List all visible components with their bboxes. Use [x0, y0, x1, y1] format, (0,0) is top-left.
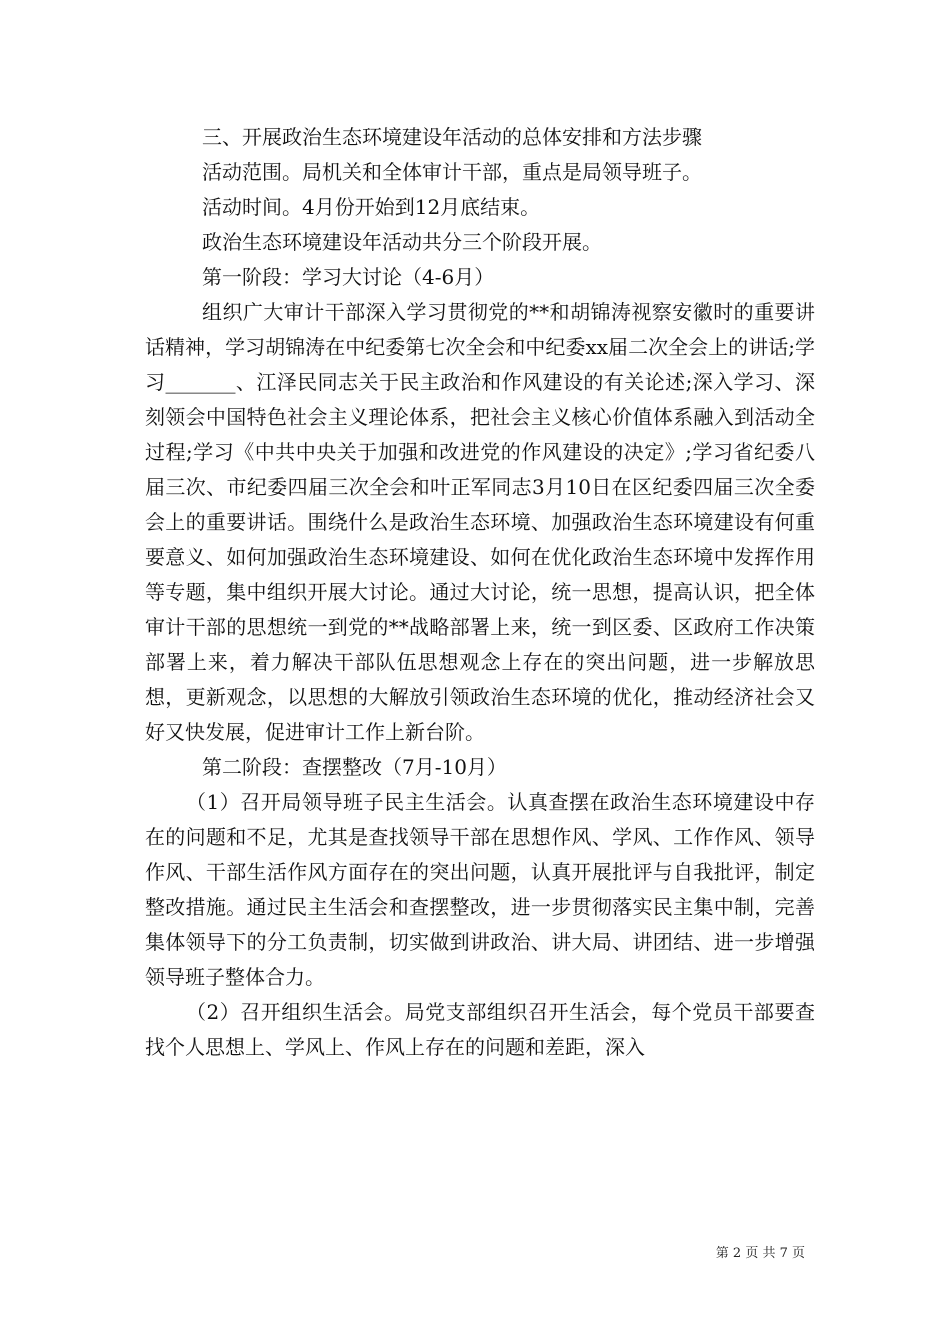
paragraph-item-1: （1）召开局领导班子民主生活会。认真查摆在政治生态环境建设中存在的问题和不足，尤其是查找领导干部在思想作风、学风、工作作风、领导作风、干部生活作风方面存在的突出问题，认真开展批评与自我批评，制定整改措施。通过民主生活会和查摆整改，进一步贯彻落实民主集中制，完善集体领导下的分工负责制，切实做到讲政治、讲大局、讲团结、进一步增强领导班子整体合力。 — [145, 790, 815, 989]
paragraph-item-2: （2）召开组织生活会。局党支部组织召开生活会，每个党员干部要查找个人思想上、学风上、作风上存在的问题和差距，深入 — [145, 1000, 815, 1059]
section-heading: 三、开展政治生态环境建设年活动的总体安排和方法步骤 — [202, 125, 702, 149]
paragraph-stage-one: 组织广大审计干部深入学习贯彻党的**和胡锦涛视察安徽时的重要讲话精神，学习胡锦涛在中纪委第七次全会和中纪委xx届二次全会上的讲话;学习_______、江泽民同志关于民主政治和作风建设的有关论述;深入学习、深刻领会中国特色社会主义理论体系，把社会主义核心价值体系融入到活动全过程;学习《中共中央关于加强和改进党的作风建设的决定》;学习省纪委八届三次、市纪委四届三次全会和叶正军同志3月10日在区纪委四届三次全委会上的重要讲话。围绕什么是政治生态环境、加强政治生态环境建设有何重要意义、如何加强政治生态环境建设、如何在优化政治生态环境中发挥作用等专题，集中组织开展大讨论。通过大讨论，统一思想，提高认识，把全体审计干部的思想统一到党的**战略部署上来，统一到区委、区政府工作决策部署上来，着力解决干部队伍思想观念上存在的突出问题，进一步解放思想，更新观念，以思想的大解放引领政治生态环境的优化，推动经济社会又好又快发展，促进审计工作上新台阶。 — [145, 300, 815, 744]
paragraph-time: 活动时间。4月份开始到12月底结束。 — [202, 195, 541, 219]
page-number: 第 2 页 共 7 页 — [715, 1246, 805, 1261]
paragraph-stages: 政治生态环境建设年活动共分三个阶段开展。 — [202, 230, 602, 254]
stage-one-heading: 第一阶段：学习大讨论（4-6月） — [202, 265, 495, 289]
paragraph-scope: 活动范围。局机关和全体审计干部，重点是局领导班子。 — [202, 160, 702, 184]
stage-two-heading: 第二阶段：查摆整改（7月-10月） — [202, 755, 507, 779]
document-body — [145, 120, 815, 1065]
